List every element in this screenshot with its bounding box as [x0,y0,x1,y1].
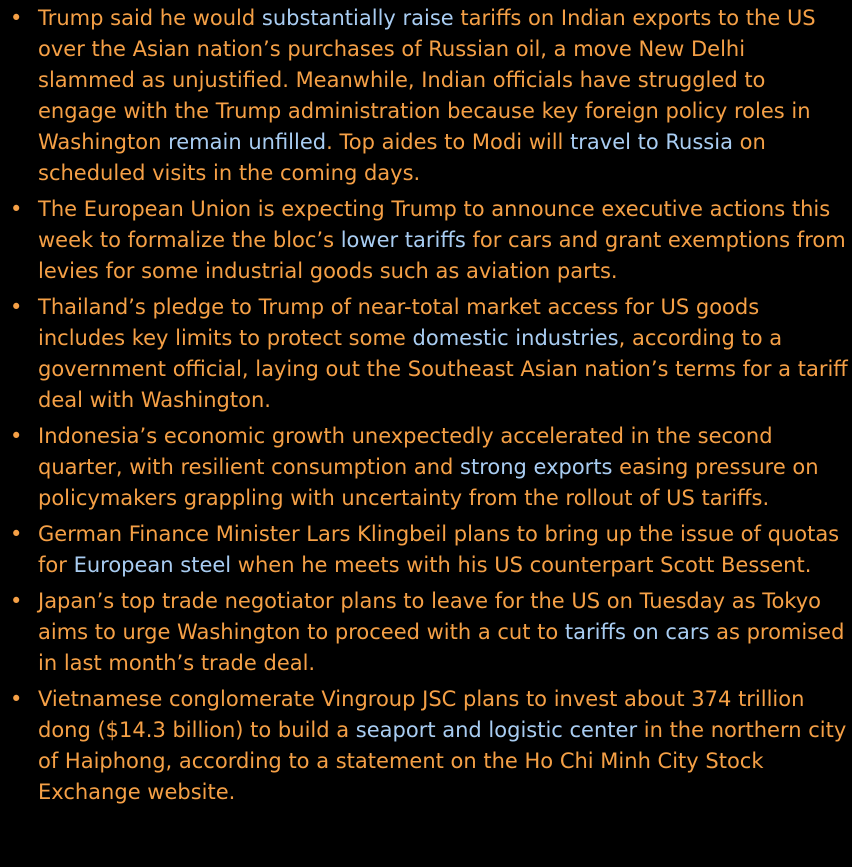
bullet-icon: • [10,295,23,319]
news-item [0,3,852,189]
story-link[interactable]: remain unfilled [168,130,327,154]
bullet-icon: • [10,687,23,711]
story-link[interactable]: travel to Russia [570,130,733,154]
bullet-icon: • [10,522,23,546]
story-link[interactable]: substantially raise [261,6,454,30]
story-text: Trump said he would [38,6,262,30]
news-item-text [38,421,848,514]
story-text: . Top aides to Modi will [326,130,571,154]
story-text: , according to a government official, laying out the Southeast Asian nation’s terms for a tariff deal with Washington. [38,326,848,412]
story-text: The European Union is expecting Trump to announce executive actions this week to formalize the bloc’s [38,197,831,252]
story-text: as promised in last month’s trade deal. [38,620,845,675]
story-text: easing pressure on policymakers grappling with uncertainty from the rollout of US tariffs. [38,455,819,510]
story-text: for cars and grant exemptions from levies for some industrial goods such as aviation parts. [38,228,846,283]
news-item [0,292,852,416]
story-link[interactable]: lower tariffs [340,228,466,252]
news-item [0,586,852,679]
story-link[interactable]: European steel [73,553,232,577]
news-item [0,194,852,287]
news-item-text [38,519,848,581]
story-text: in the northern city of Haiphong, according to a statement on the Ho Chi Minh City Stock Exchange website. [38,718,847,804]
bullet-icon: • [10,589,23,613]
story-text: Indonesia’s economic growth unexpectedly accelerated in the second quarter, with resilient consumption and [38,424,773,479]
news-item-text [38,3,848,189]
story-link[interactable]: seaport and logistic center [355,718,638,742]
story-text: Vietnamese conglomerate Vingroup JSC plans to invest about 374 trillion dong ($14.3 billion) to build a [38,687,805,742]
news-item-text [38,292,848,416]
story-link[interactable]: strong exports [460,455,613,479]
story-text: Japan’s top trade negotiator plans to leave for the US on Tuesday as Tokyo aims to urge Washington to proceed with a cut to [38,589,821,644]
story-text: German Finance Minister Lars Klingbeil plans to bring up the issue of quotas for [38,522,840,577]
bullet-icon: • [10,424,23,448]
bullet-icon: • [10,6,23,30]
story-link[interactable]: domestic industries [412,326,619,350]
story-text: Thailand’s pledge to Trump of near-total market access for US goods includes key limits to protect some [38,295,760,350]
news-item [0,519,852,581]
news-item [0,684,852,808]
bullet-icon: • [10,197,23,221]
story-text: when he meets with his US counterpart Scott Bessent. [231,553,812,577]
news-item-text [38,586,848,679]
news-bullet-list [0,3,852,813]
story-text: tariffs on Indian exports to the US over the Asian nation’s purchases of Russian oil, a move New Delhi slammed as unjustified. Meanwhile, Indian officials have struggled to engage with the Trump administration because key foreign policy roles in Washington [38,6,816,154]
news-item-text [38,684,848,808]
story-link[interactable]: tariffs on cars [564,620,710,644]
news-item-text [38,194,848,287]
news-item [0,421,852,514]
story-text: on scheduled visits in the coming days. [38,130,766,185]
